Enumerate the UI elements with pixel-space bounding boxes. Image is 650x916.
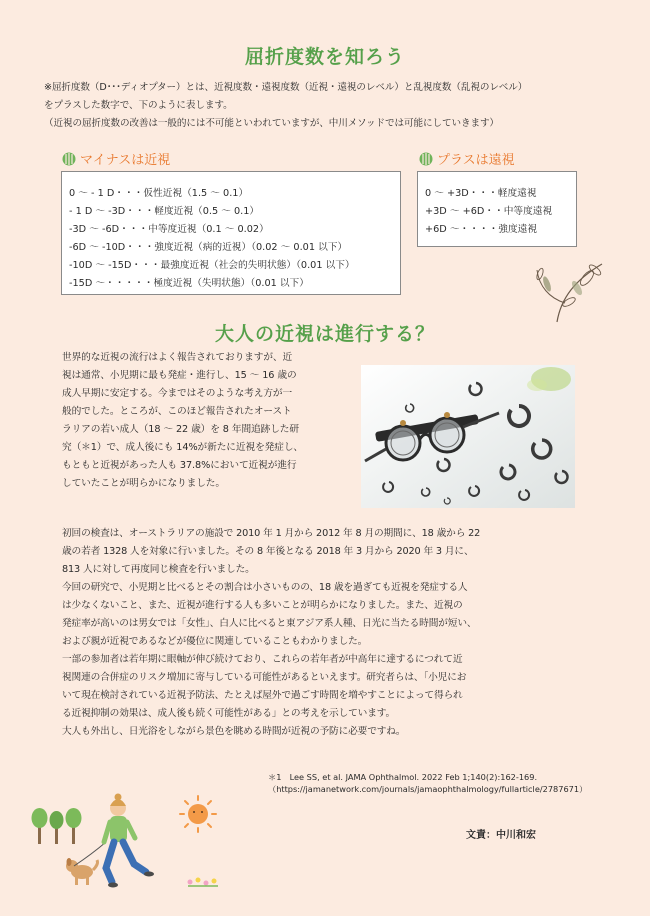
body-line: 大人も外出し、日光浴をしながら景色を眺める時間が近視の予防に必要ですね。: [62, 726, 406, 737]
myopia-scale-box: [61, 171, 401, 295]
intro-line: ※屈折度数（D･･･ディオプター）とは、近視度数・遠視度数（近視・遠視のレベル）と乱視度数（乱視のレベル）: [44, 82, 528, 93]
myopia-item: -15D ～・・・・・極度近視（失明状態）（0.01 以下）: [69, 278, 309, 289]
hyperopia-item: +6D ～・・・・強度遠視: [425, 224, 538, 235]
intro-text: [44, 79, 614, 133]
trial-frame-glasses-image: [361, 365, 575, 508]
intro-line: （近視の屈折度数の改善は一般的には不可能といわれていますが、中川メソッドでは可能にしていきます）: [44, 118, 499, 129]
body-line: は少なくないこと、また、近視が進行する人も多いことが明らかになりました。また、近視の: [62, 600, 463, 611]
article-line: 視は通常、小児期に最も発症・進行し、15 ～ 16 歳の: [62, 370, 297, 381]
section2-title: 大人の近視は進行する？: [214, 323, 435, 345]
dog-icon: [66, 858, 98, 885]
body-line: る近視抑制の効果は、成人後も続く可能性がある」との考えを示しています。: [62, 708, 396, 719]
flowers-icon: [188, 878, 219, 887]
intro-line: をプラスした数字で、下のように表します。: [44, 100, 233, 111]
tree-icon: [32, 808, 48, 844]
sun-icon: [180, 796, 216, 832]
myopia-item: -10D ～ -15D・・・最強度近視（社会的失明状態）（0.01 以下）: [69, 260, 355, 271]
leaf-stripe-icon: [62, 152, 76, 166]
article-line: していたことが明らかになりました。: [62, 478, 225, 489]
myopia-item: - 1 D ～ -3D・・・軽度近視（0.5 ～ 0.1）: [69, 206, 260, 217]
hyperopia-scale-box: [417, 171, 577, 247]
tree-icon: [66, 808, 82, 844]
plant-sprig-illustration: [527, 258, 612, 326]
article-line: もともと近視があった人も 37.8%において近視が進行: [62, 460, 297, 471]
minus-heading: [62, 149, 170, 168]
woman-icon: [104, 794, 154, 888]
body-line: 歳の若者 1328 人を対象に行いました。その 8 年後となる 2018 年 3 月から 2020 年 3 月に、: [62, 546, 474, 557]
myopia-item: -3D ～ -6D・・・中等度近視（0.1 ～ 0.02）: [69, 224, 269, 235]
body-line: 発症率が高いのは男女では「女性」、白人に比べると東アジア系人種、日光に当たる時間が短い、: [62, 618, 477, 629]
hyperopia-item: 0 ～ +3D・・・軽度遠視: [425, 188, 537, 199]
body-line: 一部の参加者は若年期に眼軸が伸び続けており、これらの若年者が中高年に達するにつれて近: [62, 654, 463, 665]
body-line: 813 人に対して再度同じ検査を行いました。: [62, 564, 255, 575]
article-line: 世界的な近視の流行はよく報告されておりますが、近: [62, 352, 293, 363]
minus-heading-label: マイナスは近視: [80, 153, 171, 168]
leaf-stripe-icon: [419, 152, 433, 166]
hyperopia-item: +3D ～ +6D・・中等度遠視: [425, 206, 553, 217]
article-intro: [62, 349, 354, 493]
plus-heading: [419, 149, 515, 168]
body-line: いて現在検討されている近視予防法、たとえば屋外で過ごす時間を増やすことによって得られ: [62, 690, 463, 701]
body-line: 初回の検査は、オーストラリアの施設で 2010 年 1 月から 2012 年 8 月の期間に、18 歳から 22: [62, 528, 481, 539]
body-line: 視関連の合併症のリスク増加に寄与している可能性があるといえます。研究者らは、「小児にお: [62, 672, 467, 683]
reference: [268, 771, 608, 795]
author-credit: 文責：中川和宏: [466, 830, 536, 841]
body-line: 今回の研究で、小児期と比べるとその割合は小さいものの、18 歳を過ぎても近視を発症する人: [62, 582, 468, 593]
article-line: 究（＊1）で、成人後にも 14%が新たに近視を発症し、: [62, 442, 304, 453]
reference-url: （https://jamanetwork.com/journals/jamaophthalmology/fullarticle/2787671）: [268, 784, 588, 794]
eye-test-photo: [361, 365, 575, 508]
myopia-item: 0 ～ - 1 D・・・仮性近視（1.5 ～ 0.1）: [69, 188, 249, 199]
article-line: 成人早期に安定する。今まではそのような考え方が一: [62, 388, 293, 399]
article-line: 般的でした。ところが、このほど報告されたオースト: [62, 406, 292, 417]
plus-heading-label: プラスは遠視: [437, 153, 515, 168]
section1-title: 屈折度数を知ろう: [244, 46, 405, 68]
body-line: および親が近視であるなどが優位に関連していることもわかりました。: [62, 636, 368, 647]
myopia-item: -6D ～ -10D・・・強度近視（病的近視）（0.02 ～ 0.01 以下）: [69, 242, 348, 253]
article-line: ラリアの若い成人（18 ～ 22 歳）を 8 年間追跡した研: [62, 424, 299, 435]
reference-citation: ＊1 Lee SS, et al. JAMA Ophthalmol. 2022 Feb 1;140(2):162-169.: [268, 772, 538, 782]
walking-woman-illustration: [22, 786, 232, 898]
article-body: [62, 525, 588, 741]
tree-icon: [50, 811, 64, 844]
